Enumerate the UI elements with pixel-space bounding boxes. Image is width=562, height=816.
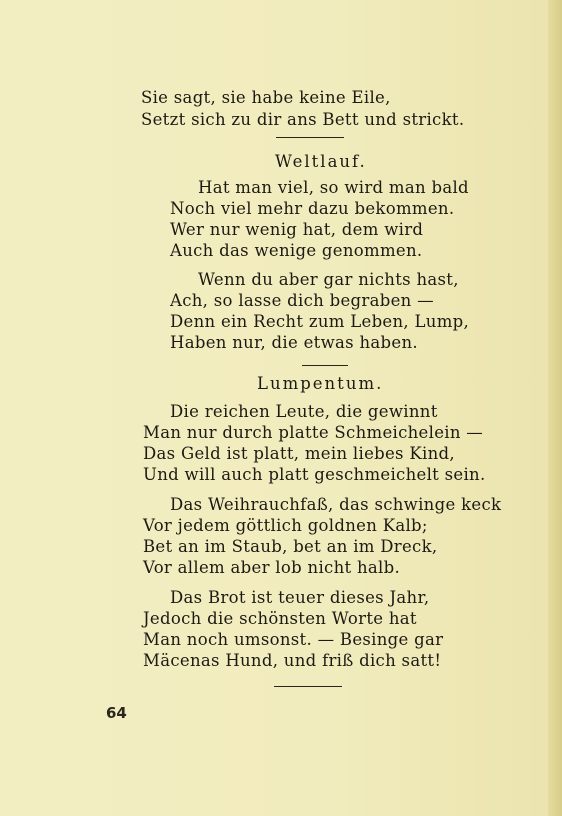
verse-line: Man noch umsonst. — Besinge gar [143, 630, 444, 649]
intro-line: Setzt sich zu dir ans Bett und strickt. [141, 110, 465, 129]
divider-rule [274, 686, 342, 687]
verse-line: Auch das wenige genommen. [170, 241, 423, 260]
page-number: 64 [106, 704, 127, 722]
poem-title: Lumpentum. [257, 374, 384, 393]
verse-line: Wer nur wenig hat, dem wird [170, 220, 424, 239]
verse-line: Denn ein Recht zum Leben, Lump, [170, 312, 470, 331]
verse-line: Wenn du aber gar nichts hast, [198, 270, 459, 289]
verse-line: Das Weihrauchfaß, das schwinge keck [170, 495, 502, 514]
verse-line: Hat man viel, so wird man bald [198, 178, 469, 197]
poem-title: Weltlauf. [275, 152, 367, 171]
verse-line: Bet an im Staub, bet an im Dreck, [143, 537, 438, 556]
verse-line: Vor allem aber lob nicht halb. [143, 558, 401, 577]
verse-line: Ach, so lasse dich begraben — [170, 291, 434, 310]
verse-line: Das Geld ist platt, mein liebes Kind, [143, 444, 455, 463]
verse-line: Mäcenas Hund, und friß dich satt! [143, 651, 442, 670]
intro-line: Sie sagt, sie habe keine Eile, [141, 88, 391, 107]
divider-rule [276, 137, 344, 138]
verse-line: Jedoch die schönsten Worte hat [143, 609, 417, 628]
verse-line: Das Brot ist teuer dieses Jahr, [170, 588, 430, 607]
divider-rule [302, 365, 348, 366]
verse-line: Vor jedem göttlich goldnen Kalb; [143, 516, 428, 535]
verse-line: Man nur durch platte Schmeichelein — [143, 423, 484, 442]
verse-line: Und will auch platt geschmeichelt sein. [143, 465, 486, 484]
page-edge [548, 0, 562, 816]
verse-line: Noch viel mehr dazu bekommen. [170, 199, 455, 218]
verse-line: Die reichen Leute, die gewinnt [170, 402, 438, 421]
verse-line: Haben nur, die etwas haben. [170, 333, 418, 352]
